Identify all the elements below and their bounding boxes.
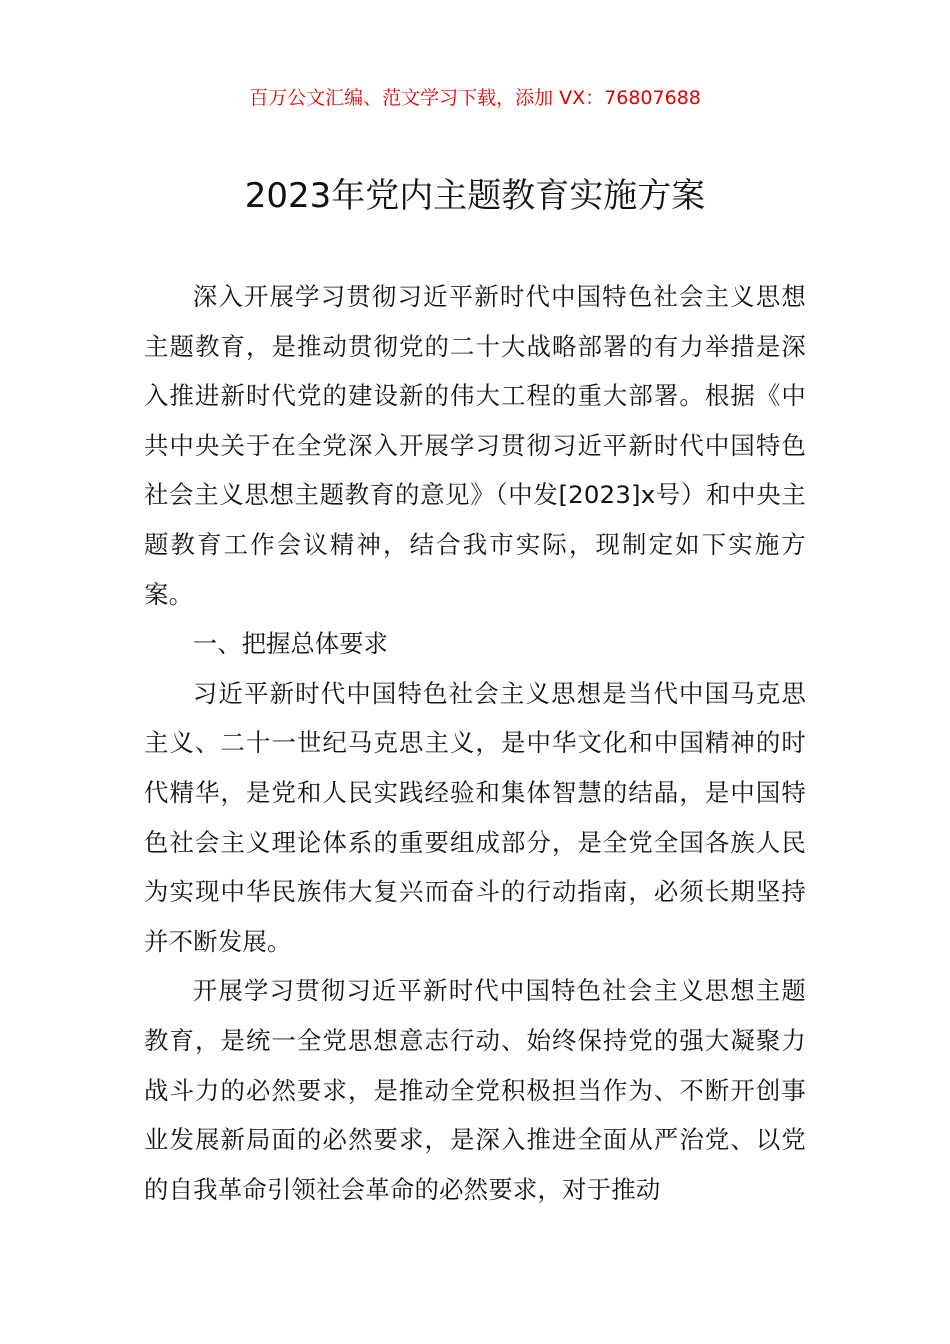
paragraph-education: 开展学习贯彻习近平新时代中国特色社会主义思想主题教育，是统一全党思想意志行动、始终保持党的强大凝聚力战斗力的必然要求，是推动全党积极担当作为、不断开创事业发展新局面的必然要求，是深入推进全面从严治党、以党的自我革命引领社会革命的必然要求，对于推动 [144,976,806,1204]
document-body [144,272,806,1214]
paragraph-intro: 深入开展学习贯彻习近平新时代中国特色社会主义思想主题教育，是推动贯彻党的二十大战略部署的有力举措是深入推进新时代党的建设新的伟大工程的重大部署。根据《中共中央关于在全党深入开展学习贯彻习近平新时代中国特色社会主义思想主题教育的意见》（中发[2023]x号）和中央主题教育工作会议精神，结合我市实际，现制定如下实施方案。 [144,282,806,609]
paragraph-thought: 习近平新时代中国特色社会主义思想是当代中国马克思主义、二十一世纪马克思主义，是中华文化和中国精神的时代精华，是党和人民实践经验和集体智慧的结晶，是中国特色社会主义理论体系的重要组成部分，是全党全国各族人民为实现中华民族伟大复兴而奋斗的行动指南，必须长期坚持并不断发展。 [144,678,806,956]
section-heading: 一、把握总体要求 [192,629,388,659]
header-watermark: 百万公文汇编、范文学习下载，添加 VX：76807688 [249,87,701,109]
document-title: 2023年党内主题教育实施方案 [244,176,706,216]
